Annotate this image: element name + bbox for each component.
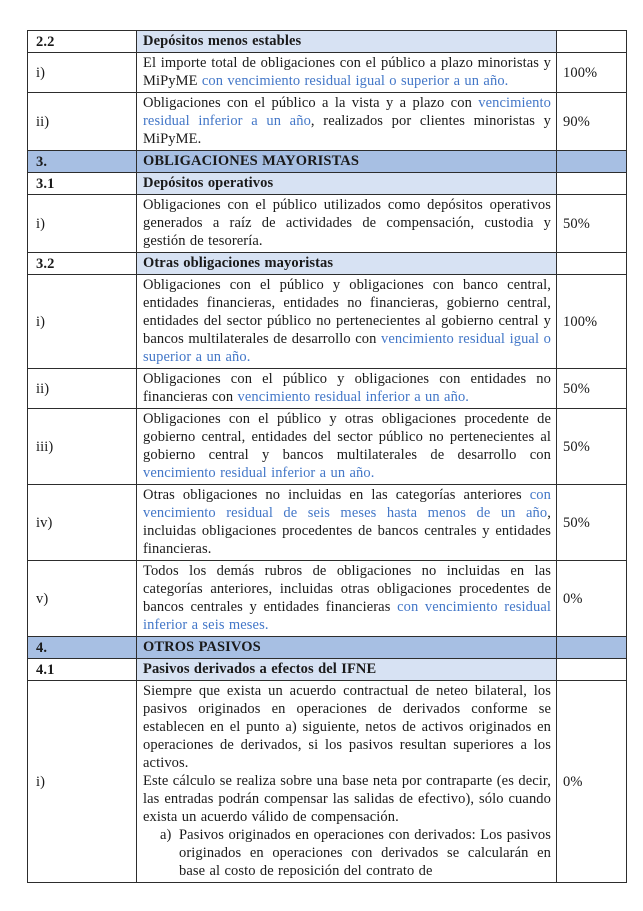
row-number-cell: 2.2 xyxy=(28,31,137,53)
table-row xyxy=(28,681,627,883)
row-description-cell xyxy=(137,561,557,637)
description-text: Otras obligaciones mayoristas xyxy=(143,255,334,271)
maturity-term-highlight: vencimiento residual inferior a un año xyxy=(143,95,551,129)
weight-percent-cell xyxy=(557,659,627,681)
description-paragraph xyxy=(143,196,551,250)
description-paragraph xyxy=(143,254,551,272)
maturity-term-highlight: con vencimiento residual igual o superior a un año. xyxy=(201,73,509,89)
lettered-list-item xyxy=(143,826,551,880)
description-paragraph xyxy=(143,562,551,634)
table-row xyxy=(28,485,627,561)
table-row xyxy=(28,637,627,659)
weight-percent-cell xyxy=(557,31,627,53)
row-description-cell xyxy=(137,681,557,883)
description-text: Todos los demás rubros de obligaciones no incluidas en las categorías anteriores, incluidas otras obligaciones procedentes de bancos centrales y entidades financieras xyxy=(143,563,551,615)
table-row xyxy=(28,173,627,195)
weight-percent-cell: 90% xyxy=(557,93,627,151)
weight-percent-cell: 50% xyxy=(557,409,627,485)
description-text: Este cálculo se realiza sobre una base neta por contraparte (es decir, las entradas podrán compensar las salidas de efectivo), sólo cuando exista un acuerdo válido de compensación. xyxy=(143,773,551,825)
table-row xyxy=(28,53,627,93)
description-paragraph xyxy=(143,638,551,656)
description-paragraph xyxy=(143,410,551,482)
row-number-cell: 3. xyxy=(28,151,137,173)
description-paragraph xyxy=(143,32,551,50)
description-paragraph xyxy=(143,682,551,772)
row-description-cell xyxy=(137,485,557,561)
description-text: Obligaciones con el público y otras obligaciones procedente de gobierno central, entidades del sector público no pertenecientes al gobierno central y bancos multilaterales de desarrollo con xyxy=(143,411,551,463)
row-description-cell xyxy=(137,53,557,93)
description-text: Pasivos derivados a efectos del IFNE xyxy=(143,661,377,677)
table-row xyxy=(28,561,627,637)
row-number-cell: i) xyxy=(28,681,137,883)
table-row xyxy=(28,369,627,409)
description-text: , realizados por clientes minoristas y MiPyME. xyxy=(143,113,551,147)
regulatory-weights-table xyxy=(27,30,627,883)
weight-percent-cell xyxy=(557,151,627,173)
table-row xyxy=(28,253,627,275)
list-item-label: a) xyxy=(160,827,172,843)
description-text: Depósitos menos estables xyxy=(143,33,302,49)
row-number-cell: i) xyxy=(28,53,137,93)
description-text: Siempre que exista un acuerdo contractual de neteo bilateral, los pasivos originados en operaciones de derivados conforme se establecen en el punto a) siguiente, netos de activos originados en operaciones de derivados, si los pasivos resultan superiores a los activos. xyxy=(143,683,551,771)
description-paragraph xyxy=(143,660,551,678)
description-text: OTROS PASIVOS xyxy=(143,639,261,655)
row-number-cell: i) xyxy=(28,195,137,253)
description-text: El importe total de obligaciones con el público a plazo minoristas y MiPyME xyxy=(143,55,551,89)
description-paragraph xyxy=(143,174,551,192)
weight-percent-cell xyxy=(557,253,627,275)
row-number-cell: 3.2 xyxy=(28,253,137,275)
row-description-cell xyxy=(137,409,557,485)
weight-percent-cell: 0% xyxy=(557,681,627,883)
row-description-cell xyxy=(137,93,557,151)
list-item-text: Pasivos originados en operaciones con derivados: Los pasivos originados en operaciones con derivados se calcularán en base al costo de reposición del contrato de xyxy=(179,827,551,879)
description-text: Otras obligaciones no incluidas en las categorías anteriores xyxy=(143,487,530,503)
weight-percent-cell: 50% xyxy=(557,369,627,409)
row-number-cell: 3.1 xyxy=(28,173,137,195)
row-description-cell xyxy=(137,31,557,53)
description-paragraph xyxy=(143,486,551,558)
description-paragraph xyxy=(143,772,551,826)
description-paragraph xyxy=(143,152,551,170)
description-text: OBLIGACIONES MAYORISTAS xyxy=(143,153,360,169)
weight-percent-cell: 50% xyxy=(557,485,627,561)
maturity-term-highlight: vencimiento residual igual o superior a un año. xyxy=(143,331,551,365)
table-row xyxy=(28,195,627,253)
row-description-cell xyxy=(137,369,557,409)
weight-percent-cell: 50% xyxy=(557,195,627,253)
description-text: Obligaciones con el público y obligaciones con banco central, entidades financieras, entidades no financieras, gobierno central, entidades del sector público no pertenecientes al gobierno central y bancos multilaterales de desarrollo con xyxy=(143,277,551,347)
row-number-cell: ii) xyxy=(28,369,137,409)
row-number-cell: ii) xyxy=(28,93,137,151)
description-paragraph xyxy=(143,94,551,148)
description-text: , incluidas obligaciones procedentes de bancos centrales y entidades financieras. xyxy=(143,505,551,557)
row-description-cell xyxy=(137,275,557,369)
weight-percent-cell xyxy=(557,637,627,659)
description-paragraph xyxy=(143,54,551,90)
description-text: Obligaciones con el público a la vista y a plazo con xyxy=(143,95,479,111)
row-description-cell xyxy=(137,173,557,195)
table-row xyxy=(28,151,627,173)
weight-percent-cell: 100% xyxy=(557,53,627,93)
maturity-term-highlight: con vencimiento residual inferior a seis meses. xyxy=(143,599,551,633)
description-text: Obligaciones con el público y obligaciones con entidades no financieras con xyxy=(143,371,551,405)
row-number-cell: iv) xyxy=(28,485,137,561)
table-row xyxy=(28,31,627,53)
weight-percent-cell: 100% xyxy=(557,275,627,369)
row-description-cell xyxy=(137,659,557,681)
maturity-term-highlight: vencimiento residual inferior a un año. xyxy=(237,389,470,405)
table-row xyxy=(28,93,627,151)
description-text: Depósitos operativos xyxy=(143,175,274,191)
row-description-cell xyxy=(137,151,557,173)
table-body xyxy=(28,31,627,883)
row-number-cell: 4. xyxy=(28,637,137,659)
description-paragraph xyxy=(143,276,551,366)
maturity-term-highlight: vencimiento residual inferior a un año. xyxy=(143,465,375,481)
table-row xyxy=(28,275,627,369)
row-number-cell: i) xyxy=(28,275,137,369)
row-number-cell: 4.1 xyxy=(28,659,137,681)
maturity-term-highlight: con vencimiento residual de seis meses hasta menos de un año xyxy=(143,487,551,521)
row-description-cell xyxy=(137,195,557,253)
table-row xyxy=(28,409,627,485)
row-description-cell xyxy=(137,253,557,275)
weight-percent-cell xyxy=(557,173,627,195)
weight-percent-cell: 0% xyxy=(557,561,627,637)
table-row xyxy=(28,659,627,681)
row-number-cell: iii) xyxy=(28,409,137,485)
description-paragraph xyxy=(143,370,551,406)
description-text: Obligaciones con el público utilizados como depósitos operativos generados a raíz de actividades de compensación, custodia y gestión de tesorería. xyxy=(143,197,551,249)
row-description-cell xyxy=(137,637,557,659)
row-number-cell: v) xyxy=(28,561,137,637)
